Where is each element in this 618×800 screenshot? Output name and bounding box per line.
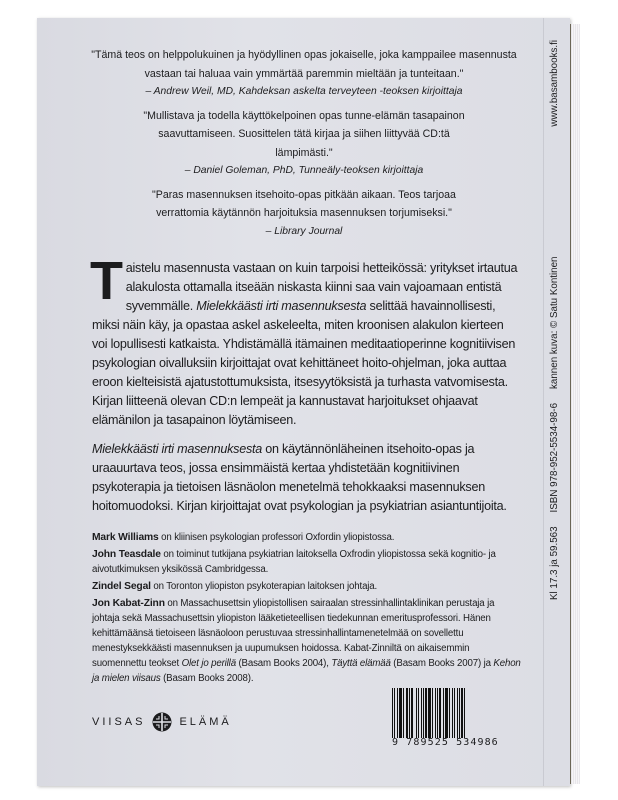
author-bio: Jon Kabat-Zinn on Massachusettsin yliopistollisen sairaalan stressinhallintaklinikan perustaja ja johtaja sekä Massachusettsin yliopiston lääketieteellisen tiedekunnan emeritusprofessori. Hänen kehittämäänsä tietoiseen läsnäoloon perustuvaa stressinhallintamenetelmää on sovellettu menestyksekkäästi masennuksen ja uupumuksen hoidossa. Kabat-Zinniltä on aikaisemmin suomennettu teokset Olet jo perillä (Basam Books 2004), Täyttä elämää (Basam Books 2007) ja Kehon ja mielen viisaus (Basam Books 2008). bbox=[92, 598, 521, 684]
quote-attribution: – Andrew Weil, MD, Kahdeksan askelta terveyteen -teoksen kirjoittaja bbox=[145, 86, 463, 97]
spine-text bbox=[549, 40, 560, 600]
quote-text: "Paras masennuksen itsehoito-opas pitkään aikaan. Teos tarjoaa verrattomia käytännön harjoituksia masennuksen torjumiseksi." bbox=[152, 188, 456, 219]
review-quote bbox=[86, 46, 522, 102]
author-bios bbox=[86, 530, 522, 686]
book-title: Mielekkäästi irti masennuksesta bbox=[92, 442, 263, 456]
review-quote bbox=[86, 107, 522, 181]
author-name: Zindel Segal bbox=[92, 581, 151, 592]
logo-text-left: VIISAS bbox=[92, 716, 146, 728]
review-quote bbox=[86, 186, 522, 242]
quote-text: "Mullistava ja todella käyttökelpoinen opas tunne-elämän tasapainon saavuttamiseen. Suosittelen tätä kirjaa ja siihen liittyvää CD:tä lämpimästi." bbox=[143, 109, 465, 159]
page-edges bbox=[570, 24, 580, 784]
description-paragraph: Mielekkäästi irti masennuksesta on käytännönläheinen itsehoito-opas ja uraauurtava teos, jossa ensimmäistä kertaa yhdistetään kognitiivinen psykoterapia ja tietoisen läsnäolon menetelmä tehokkaaksi masennuksen hoitomuodoksi. Kirjan kirjoittajat ovat psykologian ja psykiatrian asiantuntijoita. bbox=[92, 442, 507, 513]
cover-fold-line bbox=[543, 18, 544, 786]
barcode-bars bbox=[392, 688, 507, 738]
barcode-number: 9 789525 534986 bbox=[392, 737, 499, 748]
spine-isbn: ISBN 978-952-5534-98-6 bbox=[549, 402, 560, 513]
description-paragraph: Taistelu masennusta vastaan on kuin tarpoisi hetteikössä: yritykset irtautua alakulosta ottamalla itseään niskasta kiinni saa vain vajoamaan entistä syvemmälle. Mielekkäästi irti masennuksesta selittää havainnollisesti, miksi näin käy, ja opastaa askel askeleelta, miten kroonisen alakulon kierteen voi lopullisesti katkaista. Yhdistämällä itämainen meditaatioperinne kognitiivisen psykologian oivalluksiin kirjoittajat ovat kehittäneet hoito-ohjelman, joka auttaa eroon kielteisistä ajatustottumuksista, itsesyytöksistä ja turhasta vatvomisesta. Kirjan liitteenä olevan CD:n lempeät ja kannustavat harjoitukset ohjaavat elämänilon ja tasapainon löytämiseen. bbox=[90, 251, 518, 427]
cover-text-column bbox=[86, 46, 522, 688]
spine-cover-credit: kannen kuva: © Satu Kontinen bbox=[549, 256, 560, 389]
review-quotes bbox=[86, 46, 522, 241]
quote-text: "Tämä teos on helppolukuinen ja hyödyllinen opas jokaiselle, joka kamppailee masennusta vastaan tai haluaa vain ymmärtää paremmin mieltään ja tunteitaan." bbox=[91, 49, 517, 80]
author-name: John Teasdale bbox=[92, 549, 161, 560]
author-name: Jon Kabat-Zinn bbox=[92, 598, 165, 609]
barcode-bar bbox=[465, 688, 466, 738]
book-description bbox=[86, 253, 522, 516]
spine-classification: Kl 17.3 ja 59.563 bbox=[549, 526, 560, 600]
quote-attribution: – Daniel Goleman, PhD, Tunneäly-teoksen kirjoittaja bbox=[184, 165, 424, 176]
knot-emblem-icon bbox=[152, 712, 172, 732]
isbn-barcode bbox=[392, 688, 507, 756]
quote-attribution: – Library Journal bbox=[265, 225, 343, 237]
publisher-logo bbox=[92, 712, 232, 732]
author-bio: Zindel Segal on Toronton yliopiston psykoterapian laitoksen johtaja. bbox=[92, 581, 378, 592]
author-bio: Mark Williams on kliinisen psykologian professori Oxfordin yliopistossa. bbox=[92, 532, 395, 543]
book-title: Mielekkäästi irti masennuksesta bbox=[196, 299, 367, 313]
drop-cap: T bbox=[90, 251, 123, 311]
logo-text-right: ELÄMÄ bbox=[179, 716, 232, 728]
author-bio: John Teasdale on toiminut tutkijana psykiatrian laitoksella Oxfrodin yliopistossa sekä kognitio- ja aivotutkimuksen yksikössä Cambridgessa. bbox=[92, 549, 496, 575]
author-name: Mark Williams bbox=[92, 532, 159, 543]
spine-website: www.basambooks.fi bbox=[549, 40, 560, 127]
